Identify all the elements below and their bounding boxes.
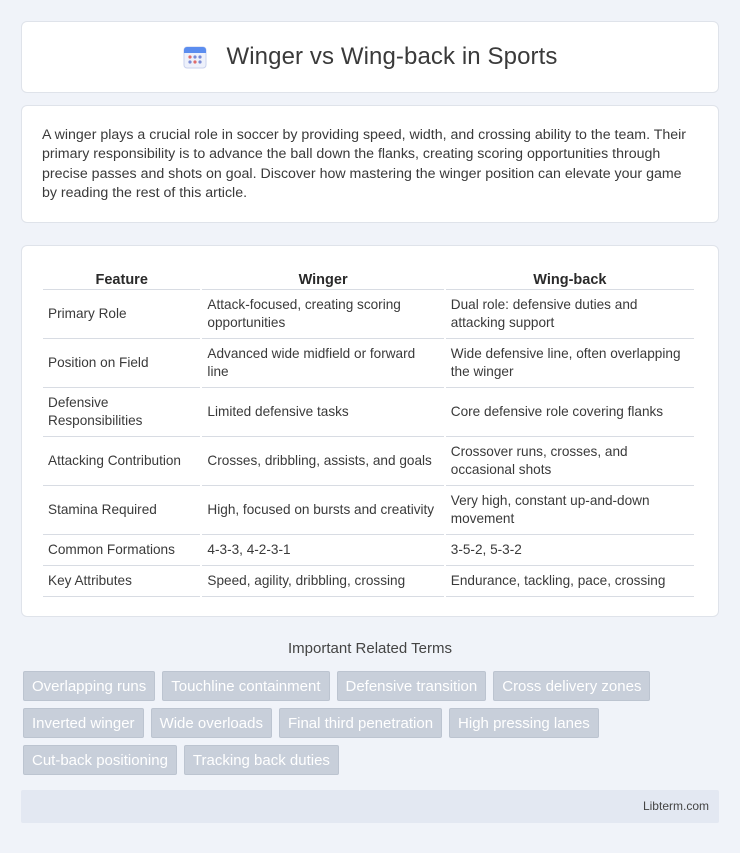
table-row [43, 290, 694, 339]
related-term-tag[interactable]: Overlapping runs [23, 671, 155, 701]
table-cell: Attack-focused, creating scoring opportunities [202, 290, 443, 339]
table-cell: 4-3-3, 4-2-3-1 [202, 535, 443, 566]
footer [21, 790, 719, 823]
table-row [43, 486, 694, 535]
table-cell: 3-5-2, 5-3-2 [446, 535, 694, 566]
table-row [43, 566, 694, 597]
title-wrap [182, 43, 557, 71]
related-term-tag[interactable]: Inverted winger [23, 708, 144, 738]
related-term-tag[interactable]: Cross delivery zones [493, 671, 650, 701]
header-card [21, 21, 719, 93]
related-terms-title: Important Related Terms [288, 640, 452, 657]
table-row [43, 388, 694, 437]
intro-text: A winger plays a crucial role in soccer by providing speed, width, and crossing ability to the team. Their primary responsibility is to advance the ball down the flanks, creating scoring opportunities through precise passes and shots on goal. Discover how mastering the winger position can elevate your game by reading the rest of this article. [42, 127, 687, 202]
table-cell: Primary Role [43, 290, 200, 339]
table-cell: Crosses, dribbling, assists, and goals [202, 437, 443, 486]
table-cell: Key Attributes [43, 566, 200, 597]
table-row [43, 437, 694, 486]
related-term-tag[interactable]: High pressing lanes [449, 708, 599, 738]
calendar-grid-icon [182, 44, 208, 70]
table-row [43, 535, 694, 566]
table-cell: Advanced wide midfield or forward line [202, 339, 443, 388]
table-cell: Dual role: defensive duties and attacking support [446, 290, 694, 339]
related-term-tag[interactable]: Touchline containment [162, 671, 329, 701]
comparison-card [21, 245, 719, 617]
related-term-tag[interactable]: Final third penetration [279, 708, 442, 738]
table-cell: Defensive Responsibilities [43, 388, 200, 437]
intro-card [21, 105, 719, 223]
table-row [43, 339, 694, 388]
table-header-row [43, 266, 694, 290]
table-cell: Crossover runs, crosses, and occasional shots [446, 437, 694, 486]
table-cell: Speed, agility, dribbling, crossing [202, 566, 443, 597]
related-term-tag[interactable]: Tracking back duties [184, 745, 339, 775]
table-cell: Wide defensive line, often overlapping the winger [446, 339, 694, 388]
page-title: Winger vs Wing-back in Sports [226, 43, 558, 70]
table-cell: Core defensive role covering flanks [446, 388, 694, 437]
related-term-tag[interactable]: Defensive transition [337, 671, 487, 701]
header-winger: Winger [202, 266, 443, 290]
header-feature: Feature [43, 266, 200, 290]
footer-site-link[interactable]: Libterm.com [642, 799, 709, 813]
table-cell: Limited defensive tasks [202, 388, 443, 437]
related-term-tag[interactable]: Wide overloads [151, 708, 272, 738]
related-terms-list [23, 671, 723, 775]
related-term-tag[interactable]: Cut-back positioning [23, 745, 177, 775]
table-cell: Common Formations [43, 535, 200, 566]
table-cell: Endurance, tackling, pace, crossing [446, 566, 694, 597]
table-cell: Very high, constant up-and-down movement [446, 486, 694, 535]
header-wing-back: Wing-back [446, 266, 694, 290]
table-cell: Attacking Contribution [43, 437, 200, 486]
table-cell: Stamina Required [43, 486, 200, 535]
table-cell: High, focused on bursts and creativity [202, 486, 443, 535]
comparison-table [41, 266, 696, 597]
table-cell: Position on Field [43, 339, 200, 388]
